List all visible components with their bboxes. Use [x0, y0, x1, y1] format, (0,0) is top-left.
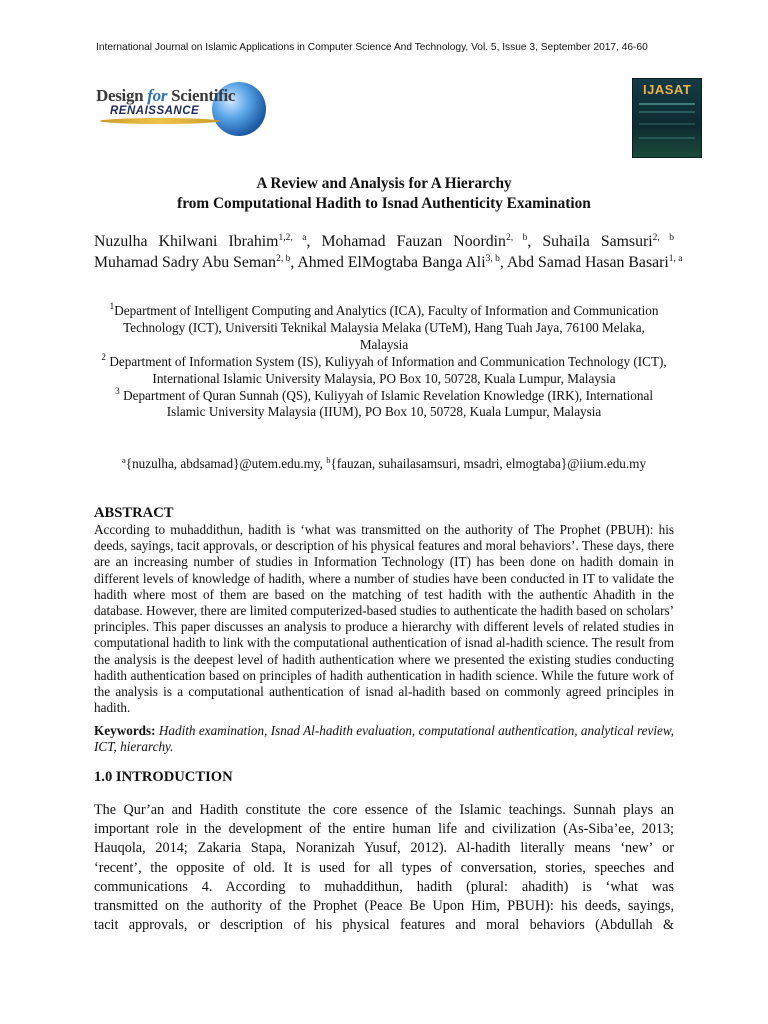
author-emails: $^a${nuzulha, abdsamad}@utem.edu.my, $^b${fauzan, suhailasamsuri, msadri, elmogtaba}@iium.edu.my [121, 455, 647, 471]
publisher-logo-text: Design for Scientific [96, 86, 236, 105]
intro-line: ‘recent’, the opposite of old. It is used for all types of conversation, stories, speeches and [94, 859, 674, 876]
intro-line: Hauqola, 2014; Zakaria Stapa, Noranizah Yusuf, 2012). Al-hadith literally means ‘new’ or [94, 840, 674, 857]
affiliations [100, 303, 668, 421]
intro-line: The Qur’an and Hadith constitute the core essence of the Islamic teachings. Sunnah plays an [94, 802, 674, 818]
author-list: Nuzulha Khilwani Ibrahim$^{1,2, a}$, Mohamad Fauzan Noordin$^{2, b}$, Suhaila Samsuri$^{2, b}$ Muhamad Sadry Abu Seman$^{2, b}$, Ahmed ElMogtaba Banga Ali$^{3, b}$, Abd Samad Hasan Basari$^{1, a}$ [94, 233, 683, 271]
email-group-b: {fauzan, suhailasamsuri, msadri, elmogtaba}@iium.edu.my [330, 456, 647, 471]
keywords [94, 723, 674, 755]
author-name: Abd Samad Hasan Basari [506, 254, 669, 271]
affiliation-2: $^2$ Department of Information System (IS), Kuliyyah of Information and Communication Technology (ICT), International Islamic University Malaysia, PO Box 10, 50728, Kuala Lumpur, Malaysia [101, 352, 667, 386]
introduction-body [94, 801, 674, 935]
publisher-logo [92, 78, 272, 156]
publisher-logo-subtext: RENAISSANCE [110, 105, 200, 117]
author-name: Mohamad Fauzan Noordin [321, 233, 506, 250]
intro-line: transmitted on the authority of the Prophet (Peace Be Upon Him, PBUH): his deeds, sayings, [94, 898, 674, 915]
intro-line: communications 4. According to muhaddithun, hadith (plural: ahadith) is ‘what was [94, 878, 674, 895]
abstract-heading: ABSTRACT [94, 505, 174, 521]
keywords-text: Hadith examination, Isnad Al-hadith evaluation, computational authentication, analytical review, ICT, hierarchy. [94, 723, 674, 755]
journal-cover-thumbnail [632, 78, 702, 158]
abstract-body: According to muhaddithun, hadith is ‘what was transmitted on the authority of The Prophet (PBUH): his deeds, sayings, tacit approvals, or description of his physical features and moral behaviors’. These days, there are an increasing number of studies in Information Technology (IT) has been done on hadith domain in different levels of knowledge of hadith, where a number of studies have been conducted in IT to validate the hadith where most of them are based on the matching of test hadith with the authentic Ahadith in the database. However, there are limited computerized-based studies to authenticate the hadith based on scholars’ principles. This paper discusses an analysis to produce a hierarchy with different levels of related studies in computational hadith to link with the computational authentication of isnad al-hadith science. The result from the analysis is the deepest level of hadith authentication where we presented the existing studies conducting hadith authentication based on principles of hadith authentication in hadith science. While the future work of the analysis is a computational authentication of isnad al-hadith based on commonly agreed principles in hadith. [94, 522, 674, 716]
keywords-label: Keywords: [94, 723, 156, 738]
paper-title-line-1: A Review and Analysis for A Hierarchy [256, 175, 512, 192]
author-name: Suhaila Samsuri [542, 233, 653, 250]
journal-citation-header: International Journal on Islamic Applications in Computer Science And Technology, Vol. 5, Issue 3, September 2017, 46-60 [96, 42, 648, 53]
email-group-a: {nuzulha, abdsamad}@utem.edu.my, [125, 456, 327, 471]
intro-line: tacit approvals, or description of his physical features and moral behaviors (Abdullah & [94, 917, 674, 934]
paper-title-line-2: from Computational Hadith to Isnad Authenticity Examination [177, 195, 591, 212]
intro-line: important role in the development of the entire human life and civilization (As-Siba’ee, 2013; [94, 821, 674, 838]
affiliation-3: $^3$ Department of Quran Sunnah (QS), Kuliyyah of Islamic Revelation Knowledge (IRK), International Islamic University Malaysia (IIUM), PO Box 10, 50728, Kuala Lumpur, Malaysia [115, 386, 653, 420]
author-name: Ahmed ElMogtaba Banga Ali [297, 254, 486, 271]
author-name: Nuzulha Khilwani Ibrahim [94, 233, 279, 250]
author-name: Muhamad Sadry Abu Seman [94, 254, 277, 271]
journal-cover-title: IJASAT [643, 82, 692, 97]
affiliation-1: $^1$Department of Intelligent Computing and Analytics (ICA), Faculty of Information and Communication Technology (ICT), Universiti Teknikal Malaysia Melaka (UTeM), Hang Tuah Jaya, 76100 Melaka, Malaysia [109, 302, 659, 352]
introduction-heading: 1.0 INTRODUCTION [94, 769, 233, 785]
logo-swoosh [100, 118, 220, 124]
